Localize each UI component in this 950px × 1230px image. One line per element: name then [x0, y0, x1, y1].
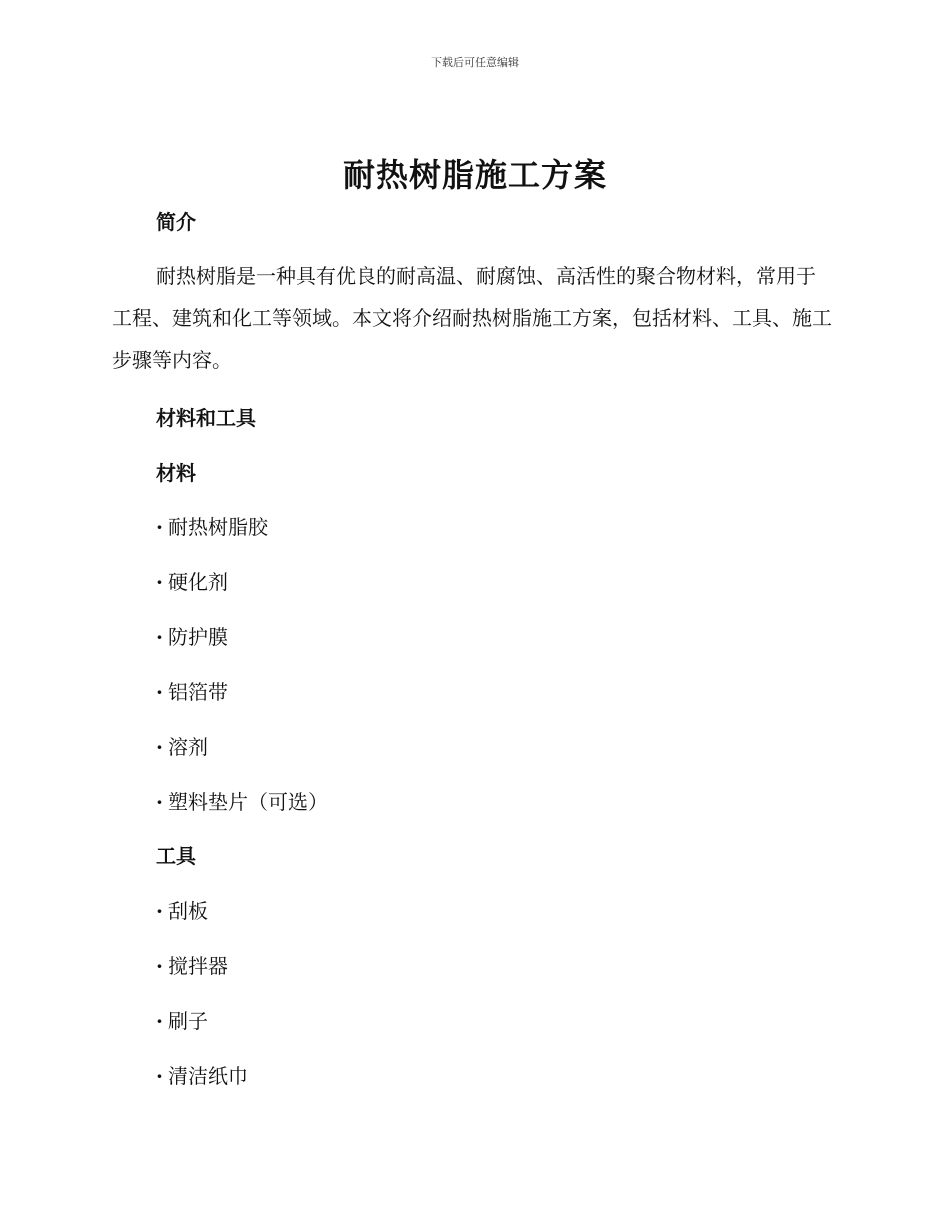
list-item [156, 950, 228, 979]
bullet-icon: · [156, 680, 163, 704]
list-item [156, 1005, 208, 1034]
list-item-text: 防护膜 [168, 625, 228, 649]
list-item [156, 1060, 248, 1089]
list-item-text: 搅拌器 [168, 954, 228, 978]
list-item [156, 786, 328, 815]
list-item-text: 耐热树脂胶 [168, 515, 268, 539]
list-item-text: 清洁纸巾 [168, 1064, 248, 1088]
bullet-icon: · [156, 954, 163, 978]
list-item-text: 塑料垫片（可选） [168, 790, 328, 814]
bullet-icon: · [156, 1064, 163, 1088]
subsection-heading-tools: 工具 [156, 844, 196, 868]
section-heading-materials-and-tools: 材料和工具 [156, 406, 256, 430]
list-item-text: 刷子 [168, 1009, 208, 1033]
list-item-text: 硬化剂 [168, 570, 228, 594]
list-item-text: 溶剂 [168, 735, 208, 759]
bullet-icon: · [156, 570, 163, 594]
list-item-text: 刮板 [168, 899, 208, 923]
list-item [156, 621, 228, 650]
bullet-icon: · [156, 735, 163, 759]
list-item [156, 566, 228, 595]
section-heading-intro: 简介 [156, 210, 196, 234]
bullet-icon: · [156, 625, 163, 649]
bullet-icon: · [156, 515, 163, 539]
list-item [156, 511, 268, 540]
header-note: 下载后可任意编辑 [431, 56, 519, 69]
list-item [156, 676, 228, 705]
intro-paragraph: 耐热树脂是一种具有优良的耐高温、耐腐蚀、高活性的聚合物材料，常用于工程、建筑和化工等领域。本文将介绍耐热树脂施工方案，包括材料、工具、施工步骤等内容。 [112, 264, 832, 372]
bullet-icon: · [156, 790, 163, 814]
document-title: 耐热树脂施工方案 [342, 156, 607, 194]
bullet-icon: · [156, 1009, 163, 1033]
list-item-text: 铝箔带 [168, 680, 228, 704]
subsection-heading-materials: 材料 [156, 461, 196, 485]
list-item [156, 895, 208, 924]
list-item [156, 731, 208, 760]
bullet-icon: · [156, 899, 163, 923]
